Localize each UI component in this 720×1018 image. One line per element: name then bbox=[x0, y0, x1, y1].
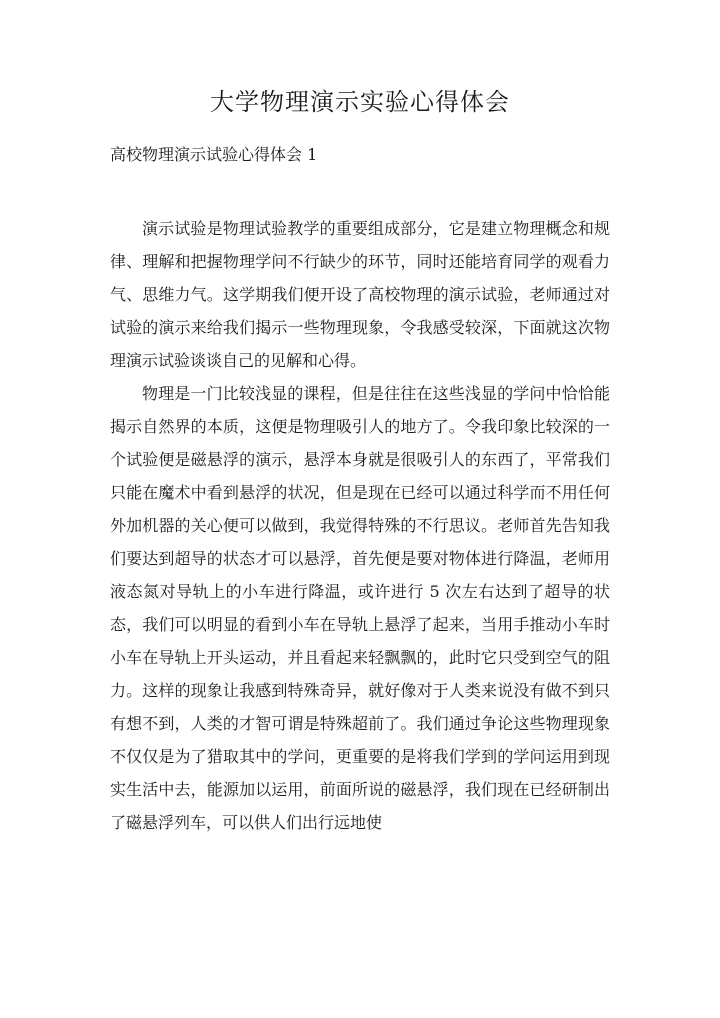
document-subtitle: 高校物理演示试验心得体会 1 bbox=[110, 145, 318, 164]
document-title: 大学物理演示实验心得体会 bbox=[210, 88, 510, 116]
body-paragraph: 物理是一门比较浅显的课程，但是往往在这些浅显的学问中恰恰能揭示自然界的本质，这便是物理吸引人的地方了。令我印象比较深的一个试验便是磁悬浮的演示，悬浮本身就是很吸引人的东西了，平常我们只能在魔术中看到悬浮的状况，但是现在已经可以通过科学而不用任何外加机器的关心便可以做到，我觉得特殊的不行思议。老师首先告知我们要达到超导的状态才可以悬浮，首先便是要对物体进行降温，老师用液态氮对导轨上的小车进行降温，或许进行 5 次左右达到了超导的状态，我们可以明显的看到小车在导轨上悬浮了起来，当用手推动小车时小车在导轨上开头运动，并且看起来轻飘飘的，此时它只受到空气的阻力。这样的现象让我感到特殊奇异，就好像对于人类来说没有做不到只有想不到，人类的才智可谓是特殊超前了。我们通过争论这些物理现象不仅仅是为了猎取其中的学问，更重要的是将我们学到的学问运用到现实生活中去，能源加以运用，前面所说的磁悬浮，我们现在已经研制出了磁悬浮列车，可以供人们出行远地使 bbox=[110, 384, 610, 832]
body-paragraph: 演示试验是物理试验教学的重要组成部分，它是建立物理概念和规律、理解和把握物理学问不行缺少的环节，同时还能培育同学的观看力气、思维力气。这学期我们便开设了高校物理的演示试验，老师通过对试验的演示来给我们揭示一些物理现象，令我感受较深，下面就这次物理演示试验谈谈自己的见解和心得。 bbox=[110, 219, 610, 370]
document-body bbox=[110, 212, 610, 839]
